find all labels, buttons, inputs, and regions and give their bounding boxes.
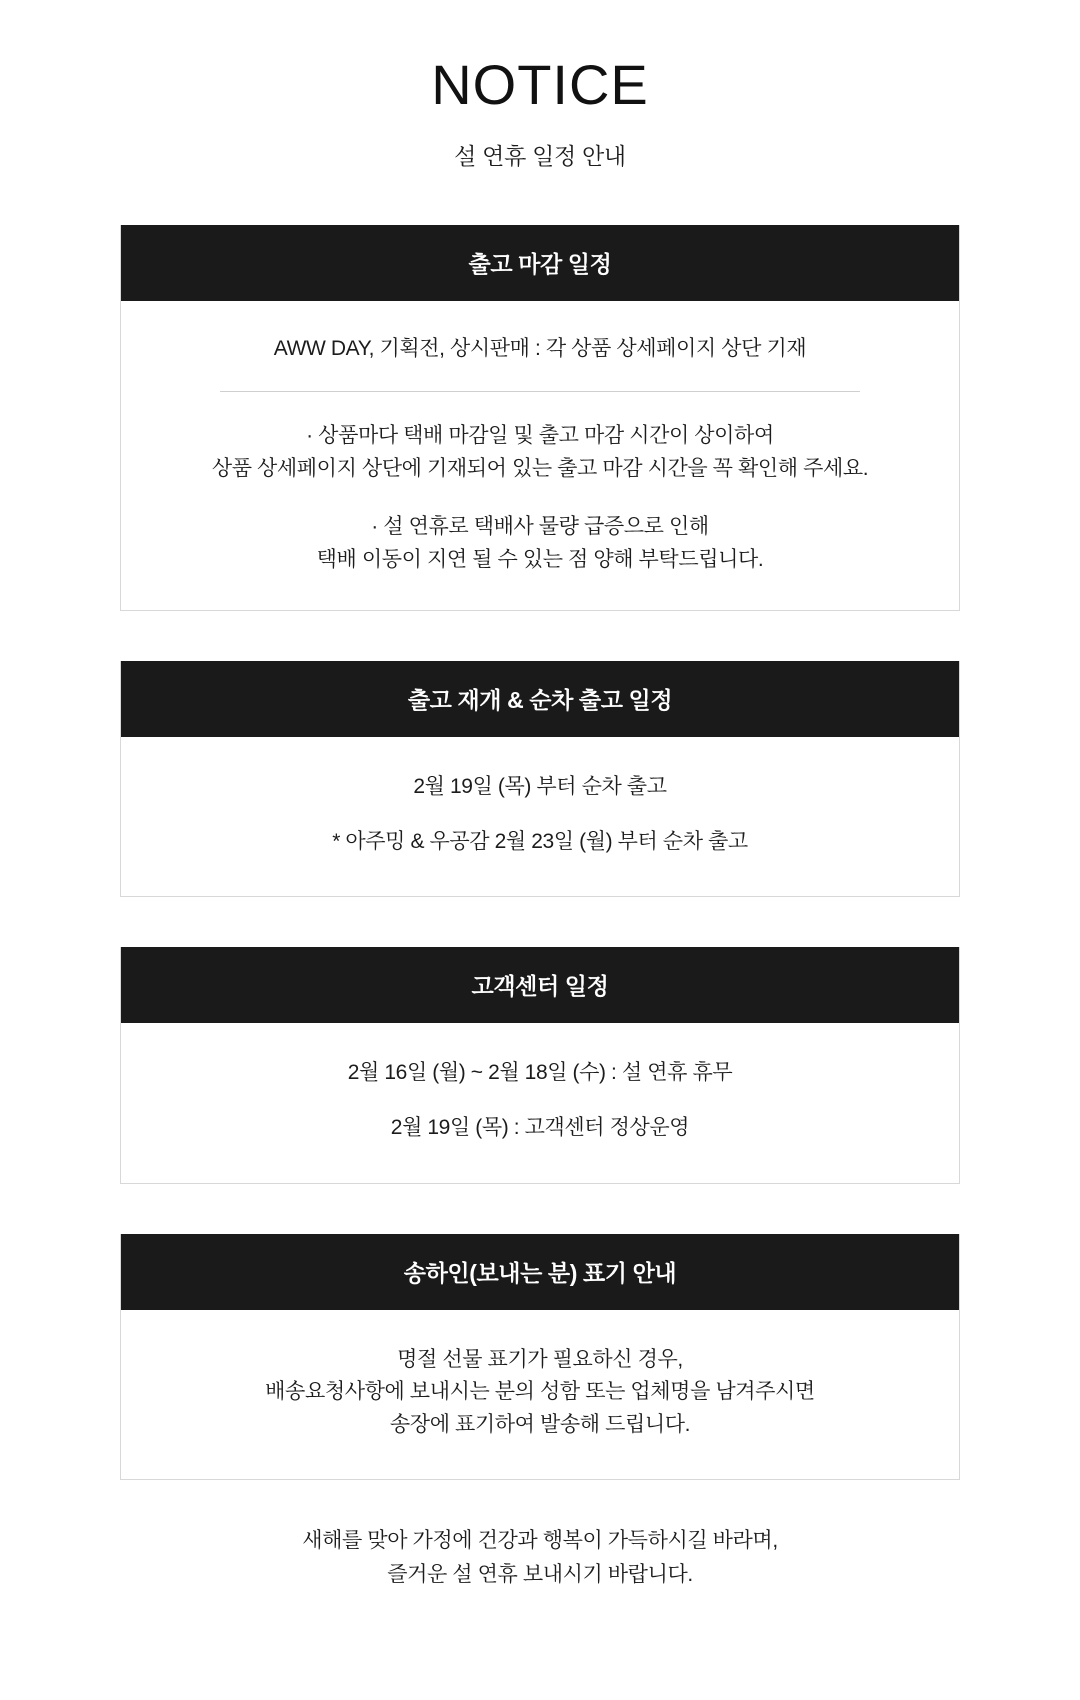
closing-line: 즐거운 설 연휴 보내시기 바랍니다. xyxy=(387,1562,693,1586)
card-body xyxy=(121,1023,959,1182)
page-subtitle: 설 연휴 일정 안내 xyxy=(454,142,626,169)
card-text-line: 2월 19일 (목) 부터 순차 출고 xyxy=(413,775,667,799)
card-heading: 송하인(보내는 분) 표기 안내 xyxy=(121,1234,959,1310)
card-paragraph xyxy=(151,1344,929,1442)
card-top-note: AWW DAY, 기획전, 상시판매 : 각 상품 상세페이지 상단 기재 xyxy=(273,336,807,360)
card-text-line: 송장에 표기하여 발송해 드립니다. xyxy=(389,1412,691,1436)
card-text-line: 택배 이동이 지연 될 수 있는 점 양해 부탁드립니다. xyxy=(316,547,764,571)
card-paragraph xyxy=(151,1112,929,1145)
card-text-line: 배송요청사항에 보내시는 분의 성함 또는 업체명을 남겨주시면 xyxy=(265,1380,815,1404)
closing-line: 새해를 맞아 가정에 건강과 행복이 가득하시길 바라며, xyxy=(302,1529,778,1553)
closing-message xyxy=(0,1524,1080,1651)
notice-card xyxy=(120,947,960,1183)
divider xyxy=(220,391,860,392)
card-paragraph xyxy=(151,511,929,576)
card-body xyxy=(121,301,959,611)
card-heading: 출고 재개 & 순차 출고 일정 xyxy=(121,661,959,737)
card-text-line: 상품 상세페이지 상단에 기재되어 있는 출고 마감 시간을 꼭 확인해 주세요. xyxy=(211,456,869,480)
card-body xyxy=(121,1310,959,1480)
card-text-line: · 설 연휴로 택배사 물량 급증으로 인해 xyxy=(371,515,709,539)
notice-sections xyxy=(0,225,1080,1481)
closing-paragraph xyxy=(0,1524,1080,1591)
card-paragraph xyxy=(151,771,929,804)
card-text-line: · 상품마다 택배 마감일 및 출고 마감 시간이 상이하여 xyxy=(306,424,774,448)
notice-card xyxy=(120,1234,960,1481)
card-paragraph xyxy=(151,1057,929,1090)
card-paragraph xyxy=(151,826,929,859)
card-text-line: 2월 16일 (월) ~ 2월 18일 (수) : 설 연휴 휴무 xyxy=(347,1061,733,1085)
card-body xyxy=(121,737,959,896)
card-heading: 출고 마감 일정 xyxy=(121,225,959,301)
card-text-line: 명절 선물 표기가 필요하신 경우, xyxy=(397,1347,683,1371)
page-title: NOTICE xyxy=(431,53,649,116)
card-paragraph xyxy=(151,420,929,485)
card-heading: 고객센터 일정 xyxy=(121,947,959,1023)
notice-card xyxy=(120,661,960,897)
card-text-line: 2월 19일 (목) : 고객센터 정상운영 xyxy=(390,1115,690,1139)
notice-card xyxy=(120,225,960,612)
card-text-line: * 아주밍 & 우공감 2월 23일 (월) 부터 순차 출고 xyxy=(332,829,748,853)
